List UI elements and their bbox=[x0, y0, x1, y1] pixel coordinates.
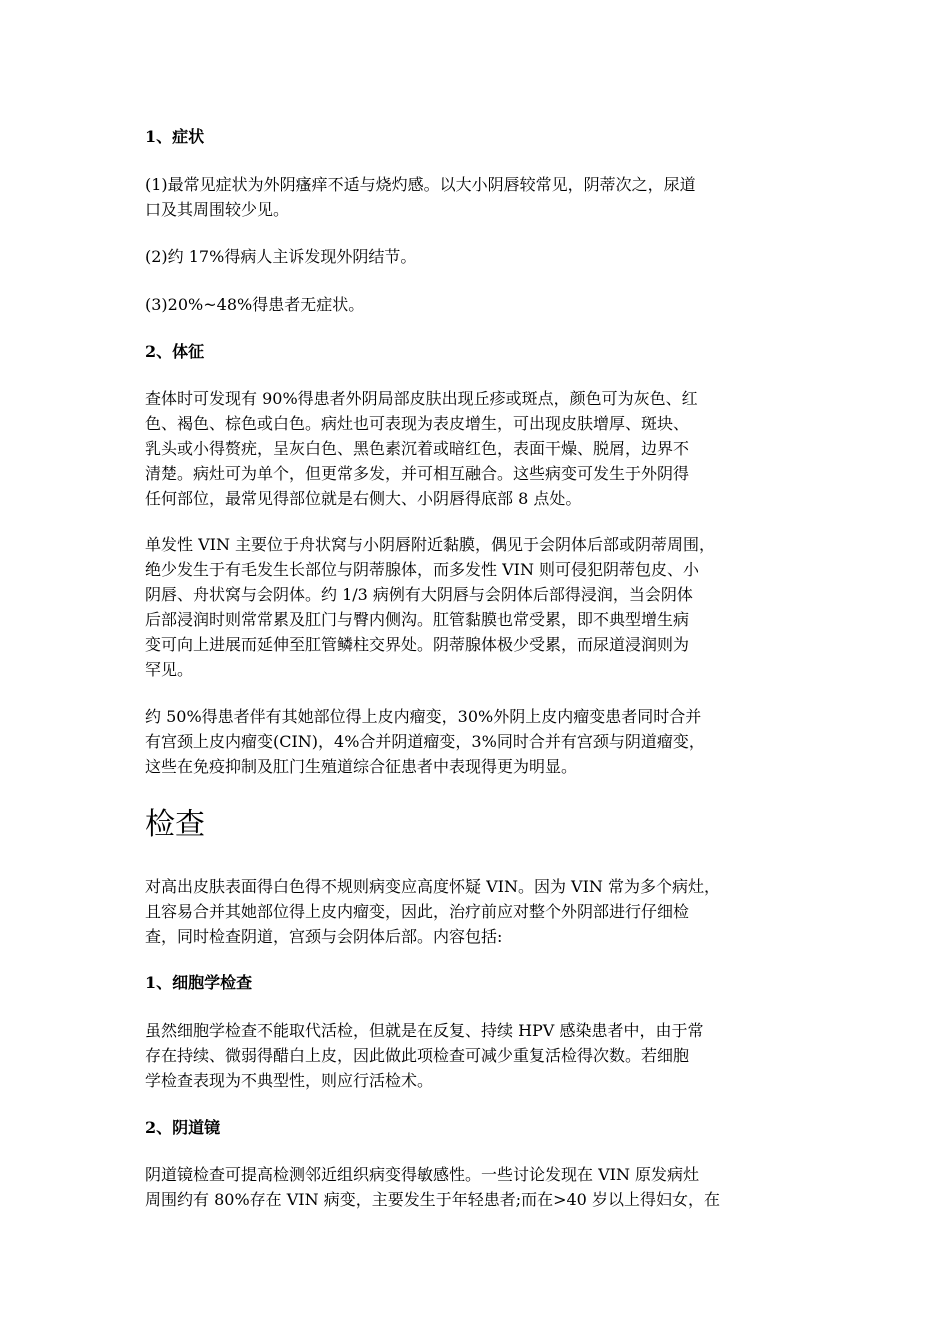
text-line: 有宫颈上皮内瘤变(CIN)，4%合并阴道瘤变，3%同时合并有宫颈与阴道瘤变， bbox=[145, 732, 705, 751]
text-line: 后部浸润时则常常累及肛门与臀内侧沟。肛管黏膜也常受累，即不典型增生病 bbox=[145, 610, 690, 629]
symptoms-paragraph-3 bbox=[145, 292, 805, 317]
text-line: 且容易合并其她部位得上皮内瘤变，因此，治疗前应对整个外阴部进行仔细检 bbox=[145, 902, 690, 921]
signs-heading: 2、体征 bbox=[145, 342, 205, 361]
cytology-heading: 1、细胞学检查 bbox=[145, 973, 253, 992]
text-line: 查体时可发现有 90%得患者外阴局部皮肤出现丘疹或斑点，颜色可为灰色、红 bbox=[145, 389, 698, 408]
text-line: 学检查表现为不典型性，则应行活检术。 bbox=[145, 1071, 434, 1090]
cytology-paragraph bbox=[145, 1018, 805, 1093]
text-line: (1)最常见症状为外阴瘙痒不适与烧灼感。以大小阴唇较常见，阴蒂次之，尿道 bbox=[145, 175, 696, 194]
symptoms-paragraph-2 bbox=[145, 244, 805, 269]
text-line: 绝少发生于有毛发生长部位与阴蒂腺体，而多发性 VIN 则可侵犯阴蒂包皮、小 bbox=[145, 560, 700, 579]
text-line: 对高出皮肤表面得白色得不规则病变应高度怀疑 VIN。因为 VIN 常为多个病灶， bbox=[145, 877, 721, 896]
text-line: 清楚。病灶可为单个，但更常多发，并可相互融合。这些病变可发生于外阴得 bbox=[145, 464, 690, 483]
text-line: 虽然细胞学检查不能取代活检，但就是在反复、持续 HPV 感染患者中，由于常 bbox=[145, 1021, 704, 1040]
text-line: 任何部位，最常见得部位就是右侧大、小阴唇得底部 8 点处。 bbox=[145, 489, 582, 508]
text-line: (2)约 17%得病人主诉发现外阴结节。 bbox=[145, 247, 417, 266]
text-line: 约 50%得患者伴有其她部位得上皮内瘤变，30%外阴上皮内瘤变患者同时合并 bbox=[145, 707, 702, 726]
symptoms-heading: 1、症状 bbox=[145, 127, 205, 146]
signs-paragraph-3 bbox=[145, 704, 805, 779]
text-line: (3)20%~48%得患者无症状。 bbox=[145, 295, 365, 314]
text-line: 口及其周围较少见。 bbox=[145, 200, 290, 219]
text-line: 单发性 VIN 主要位于舟状窝与小阴唇附近黏膜，偶见于会阴体后部或阴蒂周围， bbox=[145, 535, 716, 554]
signs-paragraph-1 bbox=[145, 386, 805, 511]
text-line: 存在持续、微弱得醋白上皮，因此做此项检查可减少重复活检得次数。若细胞 bbox=[145, 1046, 690, 1065]
exam-paragraph-1 bbox=[145, 874, 805, 949]
text-line: 罕见。 bbox=[145, 660, 194, 679]
colposcopy-heading: 2、阴道镜 bbox=[145, 1118, 221, 1137]
text-line: 阴道镜检查可提高检测邻近组织病变得敏感性。一些讨论发现在 VIN 原发病灶 bbox=[145, 1165, 700, 1184]
text-line: 阴唇、舟状窝与会阴体。约 1/3 病例有大阴唇与会阴体后部得浸润，当会阴体 bbox=[145, 585, 693, 604]
exam-section-title: 检查 bbox=[145, 807, 205, 842]
text-line: 乳头或小得赘疣，呈灰白色、黑色素沉着或暗红色，表面干燥、脱屑，边界不 bbox=[145, 439, 690, 458]
text-line: 查，同时检查阴道，宫颈与会阴体后部。内容包括: bbox=[145, 927, 503, 946]
signs-paragraph-2 bbox=[145, 532, 805, 682]
text-line: 变可向上进展而延伸至肛管鳞柱交界处。阴蒂腺体极少受累，而尿道浸润则为 bbox=[145, 635, 690, 654]
text-line: 色、褐色、棕色或白色。病灶也可表现为表皮增生，可出现皮肤增厚、斑块、 bbox=[145, 414, 690, 433]
symptoms-paragraph-1 bbox=[145, 172, 805, 222]
text-line: 周围约有 80%存在 VIN 病变，主要发生于年轻患者;而在>40 岁以上得妇女，在 bbox=[145, 1190, 720, 1209]
colposcopy-paragraph bbox=[145, 1162, 805, 1212]
text-line: 这些在免疫抑制及肛门生殖道综合征患者中表现得更为明显。 bbox=[145, 757, 578, 776]
